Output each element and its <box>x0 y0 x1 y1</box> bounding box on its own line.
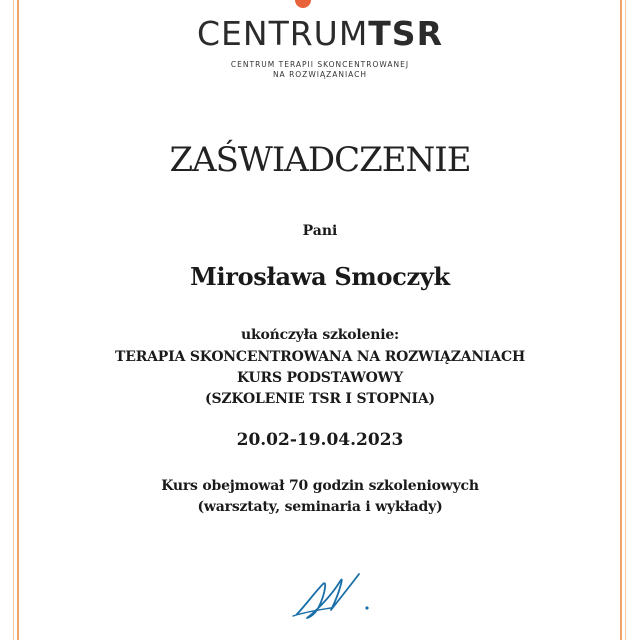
frame-border-right <box>620 0 622 640</box>
frame-border-left <box>17 0 19 640</box>
frame-border-right-outer <box>625 0 626 640</box>
forms-line: (warsztaty, seminaria i wykłady) <box>197 499 443 515</box>
frame-border-left-outer <box>13 0 14 640</box>
course-subtitle: (SZKOLENIE TSR I STOPNIA) <box>205 391 435 407</box>
signature-icon <box>285 562 375 622</box>
course-dates: 20.02-19.04.2023 <box>236 430 404 450</box>
logo-word-bold: TSR <box>368 14 443 53</box>
completed-line: ukończyła szkolenie: <box>240 327 399 343</box>
logo-subtitle-line1: CENTRUM TERAPII SKONCENTROWANEJ <box>230 60 410 69</box>
course-name: TERAPIA SKONCENTROWANA NA ROZWIĄZANIACH <box>115 349 525 365</box>
certificate-title: ZAŚWIADCZENIE <box>169 140 471 180</box>
logo-word-light: CENTRUM <box>197 14 369 53</box>
logo-wordmark <box>0 14 640 54</box>
logo-subtitle-line2: NA ROZWIĄZANIACH <box>272 70 368 79</box>
salutation: Pani <box>302 223 338 239</box>
hours-line: Kurs obejmował 70 godzin szkoleniowych <box>161 478 479 494</box>
recipient-name: Mirosława Smoczyk <box>190 262 450 291</box>
course-level: KURS PODSTAWOWY <box>237 370 403 386</box>
